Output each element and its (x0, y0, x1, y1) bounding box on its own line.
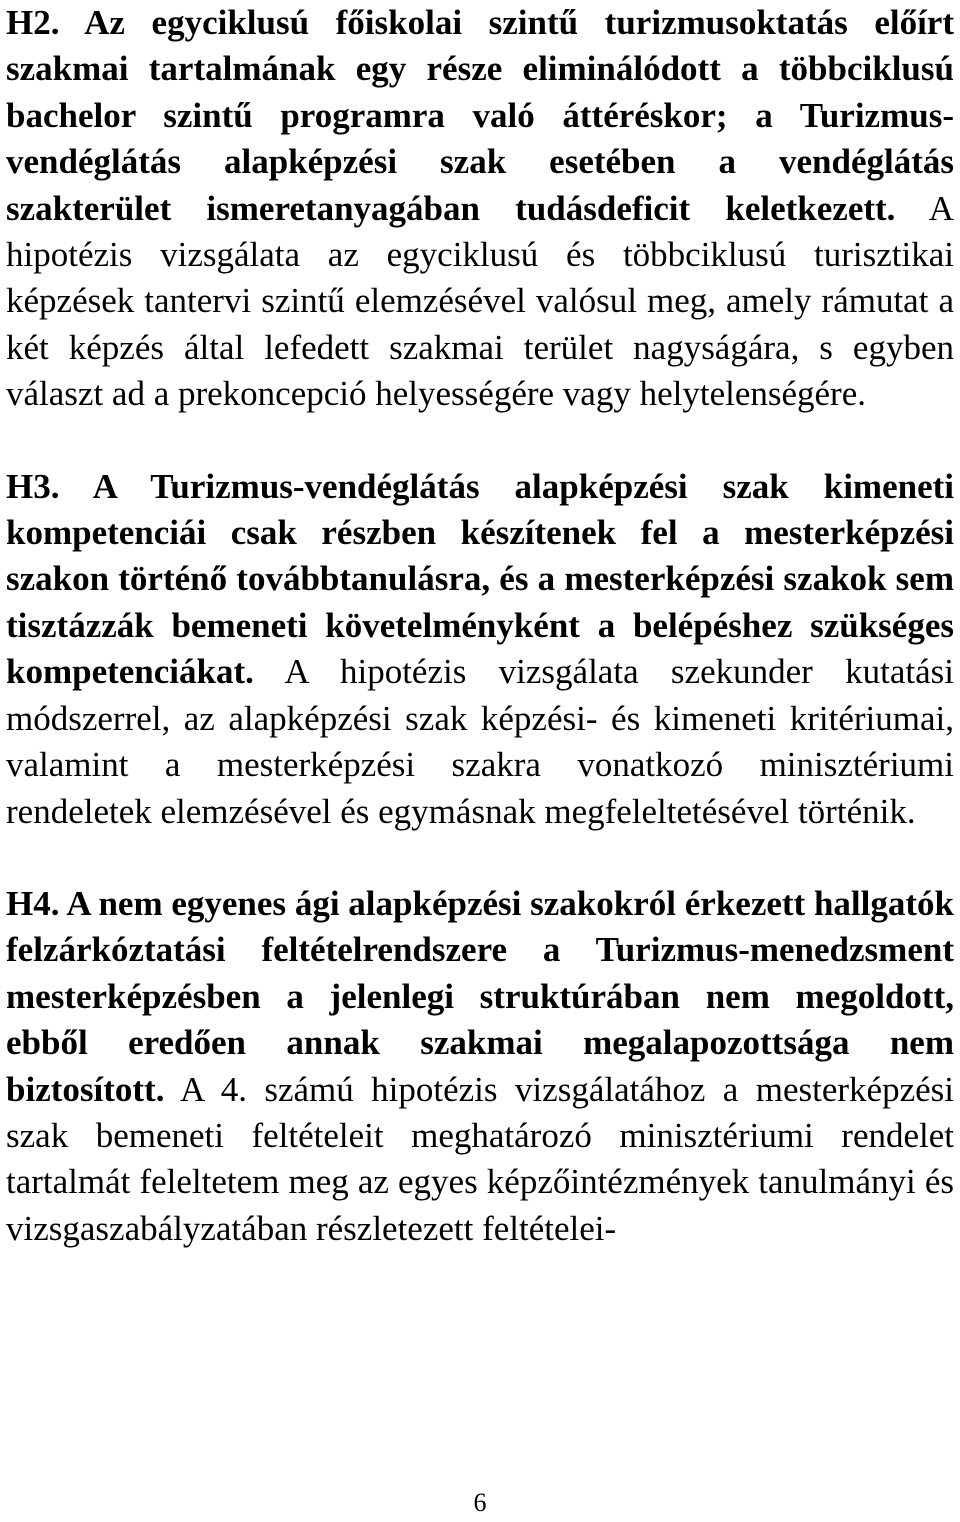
hypothesis-h2-text: Az egyciklusú főiskolai szintű turizmusoktatás előírt szakmai tartalmának egy része eliminálódott a többciklusú bachelor szintű programra való áttéréskor; a Turizmus-vendéglátás alapképzési szak esetében a vendéglátás szakterület ismeretanyagában tudásdeficit keletkezett. (6, 3, 954, 228)
hypothesis-h4-explanation: A 4. számú hipotézis vizsgálatához a mesterképzési szak bemeneti feltételeit meghatározó minisztériumi rendelet tartalmát feleltetem meg az egyes képzőintézmények tanulmányi és vizsgaszabályzatában részletezett feltételei- (6, 1069, 954, 1248)
paragraph-spacer (6, 418, 954, 464)
hypothesis-h2 (6, 0, 954, 418)
page-number: 6 (473, 1488, 487, 1517)
hypothesis-h3 (6, 464, 954, 835)
hypothesis-h2-statement (6, 3, 954, 228)
document-page (6, 0, 954, 1252)
hypothesis-h2-label: H2. (6, 3, 60, 42)
hypothesis-h3-text: A Turizmus-vendéglátás alapképzési szak kimeneti kompetenciái csak részben készítenek fel a mesterképzési szakon történő továbbtanulásra, és a mesterképzési szakok sem tisztázzák bemeneti követelményként a belépéshez szükséges kompetenciákat. (6, 466, 954, 692)
hypothesis-h3-explanation: A hipotézis vizsgálata szekunder kutatási módszerrel, az alapképzési szak képzési- és kimeneti kritériumai, valamint a mesterképzési szakra vonatkozó minisztériumi rendeletek elemzésével és egymásnak megfeleltetésével történik. (6, 652, 954, 831)
hypothesis-h3-label: H3. (6, 466, 60, 506)
hypothesis-h4 (6, 881, 954, 1252)
paragraph-spacer (6, 835, 954, 881)
hypothesis-h4-text: A nem egyenes ági alapképzési szakokról érkezett hallgatók felzárkóztatási feltételrendszere a Turizmus-menedzsment mesterképzésben a jelenlegi struktúrában nem megoldott, ebből eredően annak szakmai megalapozottsága nem biztosított. (6, 883, 954, 1109)
hypothesis-h2-explanation: A hipotézis vizsgálata az egyciklusú és többciklusú turisztikai képzések tantervi szintű elemzésével valósul meg, amely rámutat a két képzés által lefedett szakmai terület nagyságára, s egyben választ ad a prekoncepció helyességére vagy helytelenségére. (6, 188, 954, 414)
hypothesis-h4-label: H4. (6, 883, 60, 923)
